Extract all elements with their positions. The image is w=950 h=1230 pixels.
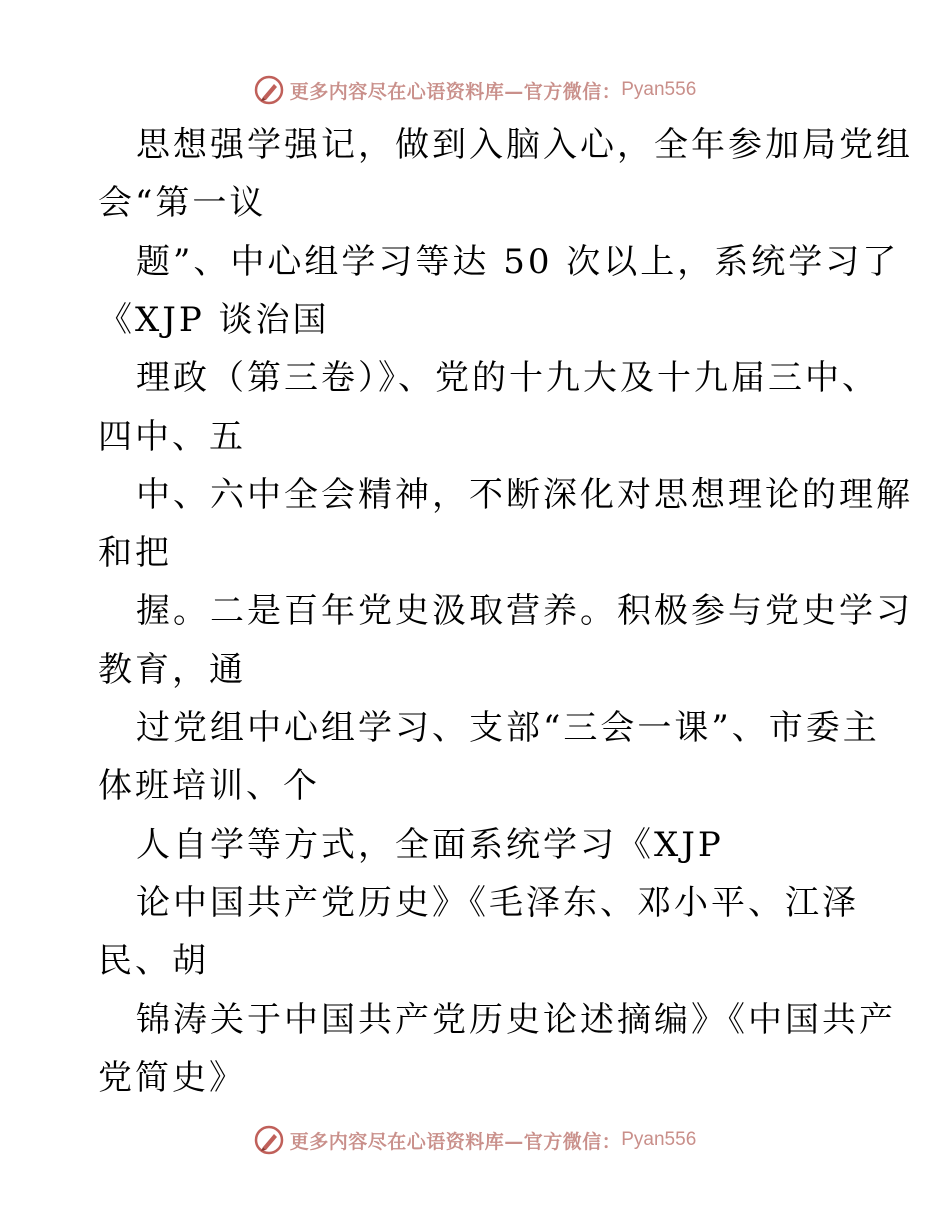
text-line: 人自学等方式，全面系统学习《XJP — [136, 824, 724, 865]
text-line: 四中、五 — [98, 416, 246, 457]
pen-logo-icon — [254, 75, 284, 105]
header-watermark — [0, 70, 950, 110]
text-line: 锦涛关于中国共产党历史论述摘编》《中国共产 — [136, 999, 896, 1040]
text-line: 理政（第三卷）》、党的十九大及十九届三中、 — [136, 358, 879, 399]
text-line: 握。二是百年党史汲取营养。积极参与党史学习 — [136, 591, 913, 632]
text-line: 题”、中心组学习等达 50 次以上，系统学习了 — [136, 241, 900, 282]
text-line: 民、胡 — [98, 941, 209, 982]
text-line: 会“第一议 — [98, 183, 267, 224]
footer-watermark — [0, 1120, 950, 1160]
text-line: 和把 — [98, 533, 172, 574]
watermark-handle: Pyan556 — [621, 79, 697, 100]
pen-logo-icon — [254, 1125, 284, 1155]
text-line: 过党组中心组学习、支部“三会一课”、市委主 — [136, 708, 880, 748]
text-line: 中、六中全会精神，不断深化对思想理论的理解 — [136, 474, 913, 515]
text-line: 体班培训、个 — [98, 766, 320, 807]
text-line: 论中国共产党历史》《毛泽东、邓小平、江泽 — [136, 882, 859, 923]
text-line: 思想强学强记，做到入脑入心，全年参加局党组 — [136, 125, 913, 165]
text-line: 教育，通 — [98, 649, 246, 690]
watermark-text: 更多内容尽在心语资料库—官方微信： — [289, 1130, 622, 1153]
text-line: 《XJP 谈治国 — [98, 299, 330, 340]
watermark-text: 更多内容尽在心语资料库—官方微信： — [289, 80, 622, 103]
watermark-handle: Pyan556 — [621, 1129, 697, 1150]
text-line: 党简史》 — [98, 1057, 246, 1098]
